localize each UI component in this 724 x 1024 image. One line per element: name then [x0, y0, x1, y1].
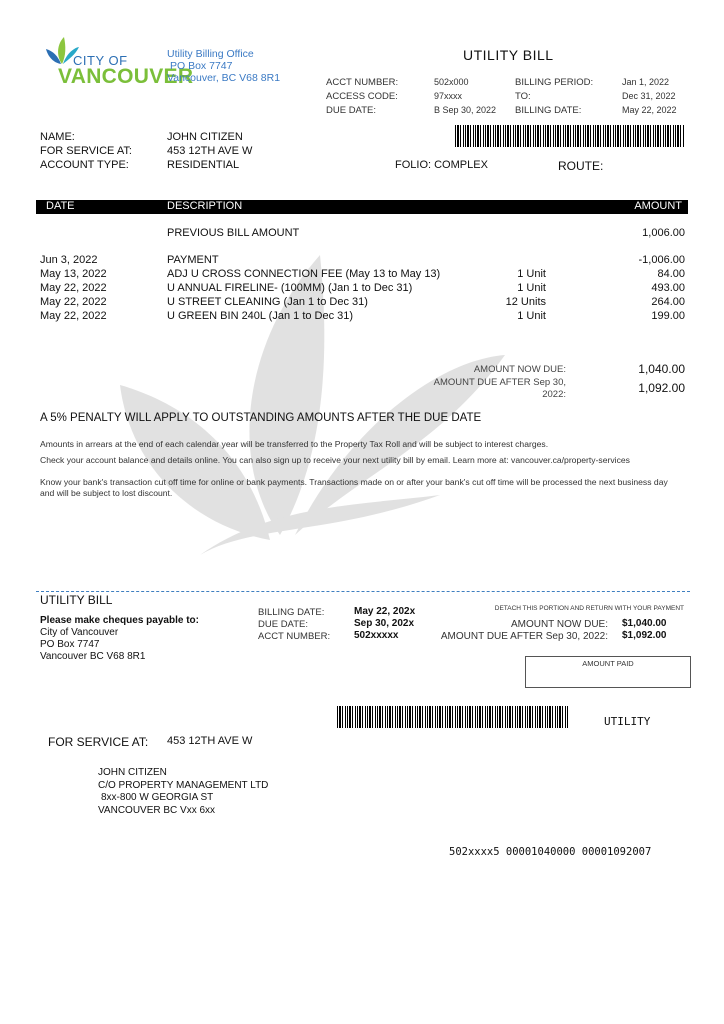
billing-date-value: May 22, 2022 [622, 105, 677, 115]
mail-name: JOHN CITIZEN [98, 767, 167, 778]
access-code-value: 97xxxx [434, 91, 463, 101]
row-date: Jun 3, 2022 [40, 254, 98, 266]
payee-city: Vancouver BC V68 8R1 [40, 651, 146, 662]
table-row [0, 268, 724, 282]
amount-paid-label: AMOUNT PAID [582, 659, 634, 668]
penalty-notice: A 5% PENALTY WILL APPLY TO OUTSTANDING AMOUNTS AFTER THE DUE DATE [40, 412, 482, 424]
table-header [36, 200, 688, 214]
row-qty: 1 Unit [517, 310, 546, 322]
route-label: ROUTE: [558, 159, 604, 173]
row-qty: 1 Unit [517, 268, 546, 280]
payee-name: City of Vancouver [40, 627, 119, 638]
access-code-label: ACCESS CODE: [326, 91, 398, 102]
customer-name: JOHN CITIZEN [167, 131, 243, 143]
col-amount: AMOUNT [634, 200, 682, 212]
office-po-box: PO Box 7747 [170, 60, 233, 72]
billing-date-label: BILLING DATE: [515, 105, 582, 116]
stub-after-due: $1,092.00 [622, 630, 667, 641]
amount-now-due: 1,040.00 [638, 362, 685, 376]
table-row [0, 310, 724, 324]
stub-due-date-label: DUE DATE: [258, 619, 308, 630]
row-amount: 84.00 [657, 268, 685, 280]
previous-bill-amount: 1,006.00 [642, 227, 685, 239]
office-address [167, 48, 280, 84]
row-qty: 12 Units [505, 296, 546, 308]
row-description: U STREET CLEANING (Jan 1 to Dec 31) [167, 296, 368, 308]
acct-number-value: 502x000 [434, 77, 469, 87]
detach-instruction: DETACH THIS PORTION AND RETURN WITH YOUR PAYMENT [494, 605, 684, 612]
stub-barcode [337, 706, 569, 728]
due-date-label: DUE DATE: [326, 105, 376, 116]
note-online: Check your account balance and details online. You can also sign up to receive your next utility bill by email. Learn more at: vancouver.ca/property-services [40, 455, 630, 465]
account-barcode [455, 125, 685, 147]
mail-care-of: C/O PROPERTY MANAGEMENT LTD [98, 779, 269, 791]
row-amount: 199.00 [651, 310, 685, 322]
table-row [0, 254, 724, 268]
payee-po-box: PO Box 7747 [40, 639, 100, 650]
logo-vancouver: VANCOUVER [58, 65, 194, 88]
office-city: Vancouver, BC V68 8R1 [167, 72, 281, 84]
row-amount: 264.00 [651, 296, 685, 308]
stub-due-date: Sep 30, 202x [354, 618, 415, 629]
amount-paid-box[interactable] [525, 656, 691, 688]
stub-now-due-label: AMOUNT NOW DUE: [510, 619, 608, 630]
row-date: May 22, 2022 [40, 296, 107, 308]
utility-code: UTILITY [604, 715, 651, 728]
account-type-label: ACCOUNT TYPE: [40, 159, 129, 171]
stub-after-label: AMOUNT DUE AFTER Sep 30, 2022: [440, 631, 608, 642]
name-label: NAME: [40, 131, 75, 143]
row-date: May 22, 2022 [40, 310, 107, 322]
row-amount: -1,006.00 [638, 254, 685, 266]
due-date-value: B Sep 30, 2022 [434, 105, 497, 115]
row-qty: 1 Unit [517, 282, 546, 294]
billing-period-value: Jan 1, 2022 [622, 77, 670, 87]
amount-now-due-label: AMOUNT NOW DUE: [473, 364, 566, 375]
table-row [0, 296, 724, 310]
col-description: DESCRIPTION [167, 200, 243, 212]
mail-street: 8xx-800 W GEORGIA ST [101, 792, 214, 803]
logo-city-of: CITY OF [73, 53, 128, 68]
stub-now-due: $1,040.00 [622, 618, 667, 629]
stub-billing-date: May 22, 202x [354, 606, 416, 617]
cheques-label: Please make cheques payable to: [40, 615, 199, 626]
office-name: Utility Billing Office [167, 48, 254, 60]
note-arrears: Amounts in arrears at the end of each calendar year will be transferred to the Property Tax Roll and will be subject to interest charges. [40, 439, 549, 449]
amount-after-label-2: 2022: [542, 389, 566, 400]
service-address: 453 12TH AVE W [167, 145, 253, 157]
scanline: 502xxxx5 00001040000 00001092007 [449, 846, 652, 858]
row-date: May 13, 2022 [40, 268, 107, 280]
acct-number-label: ACCT NUMBER: [326, 77, 399, 88]
table-row [0, 282, 724, 296]
row-description: U GREEN BIN 240L (Jan 1 to Dec 31) [167, 310, 354, 322]
amount-after-due: 1,092.00 [638, 381, 685, 395]
mail-address [98, 767, 268, 817]
row-date: May 22, 2022 [40, 282, 107, 294]
col-date: DATE [46, 200, 75, 212]
row-description: ADJ U CROSS CONNECTION FEE (May 13 to May 13) [167, 268, 441, 280]
amount-after-label-1: AMOUNT DUE AFTER Sep 30, [433, 377, 566, 388]
row-description: U ANNUAL FIRELINE- (100MM) (Jan 1 to Dec 31) [167, 282, 413, 294]
row-description: PAYMENT [167, 254, 219, 266]
detach-line [36, 591, 690, 592]
previous-bill-label: PREVIOUS BILL AMOUNT [167, 227, 300, 239]
billing-period-label: BILLING PERIOD: [515, 77, 594, 88]
stub-service-address: 453 12TH AVE W [167, 735, 253, 747]
note-cutoff: Know your bank's transaction cut off time for online or bank payments. Transactions made on or after your bank's cut off time will be processed the next business day and will be subject to lost discount. [40, 477, 668, 498]
service-label: FOR SERVICE AT: [40, 145, 132, 157]
stub-title: UTILITY BILL [40, 593, 113, 607]
row-amount: 493.00 [651, 282, 685, 294]
period-to-label: TO: [515, 91, 531, 102]
account-type-value: RESIDENTIAL [167, 159, 240, 171]
stub-billing-date-label: BILLING DATE: [258, 607, 325, 618]
stub-service-label: FOR SERVICE AT: [48, 735, 149, 749]
folio: FOLIO: COMPLEX [395, 159, 488, 171]
stub-acct: 502xxxxx [354, 630, 399, 641]
period-to-value: Dec 31, 2022 [622, 91, 676, 101]
bill-title: UTILITY BILL [463, 47, 554, 63]
mail-city: VANCOUVER BC Vxx 6xx [98, 804, 216, 816]
stub-acct-label: ACCT NUMBER: [258, 631, 331, 642]
